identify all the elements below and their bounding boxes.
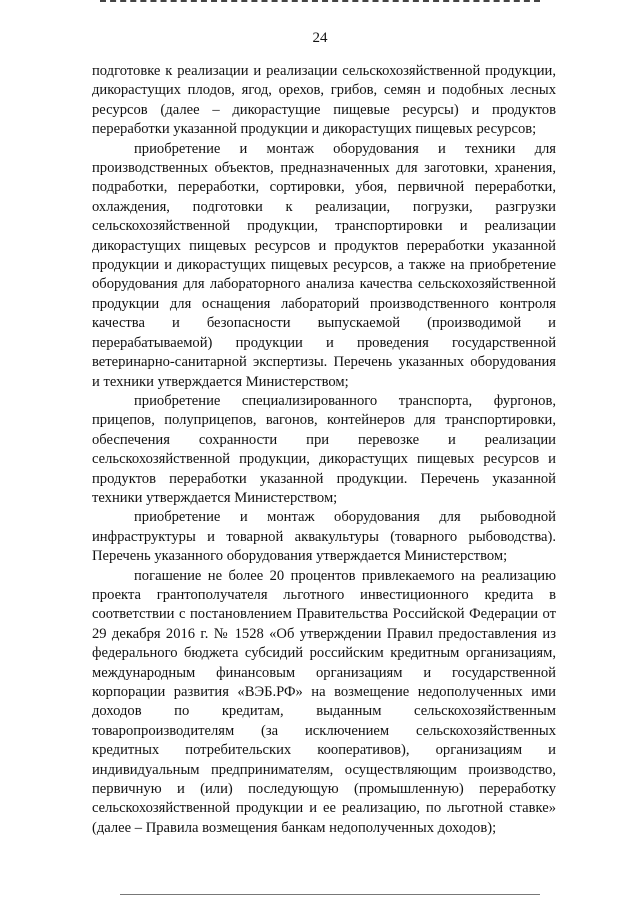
- paragraph-equipment-techniques: приобретение и монтаж оборудования и техники для производственных объектов, предназначенных для заготовки, хранения, подработки, переработки, сортировки, убоя, первичной переработки, охлаждения, подготовки к реализации, погрузки, разгрузки сельскохозяйственной продукции, транспортировки и реализации дикорастущих пищевых ресурсов и продуктов переработки указанной продукции и дикорастущих пищевых ресурсов, а также на приобретение оборудования для лабораторного анализа качества сельскохозяйственной продукции для оснащения лабораторий производственного контроля качества и безопасности выпускаемой (производимой и перерабатываемой) продукции и проведения государственной ветеринарно-санитарной экспертизы. Перечень указанных оборудования и техники утверждается Министерством;: [92, 140, 556, 390]
- paragraph-transport: приобретение специализированного транспорта, фургонов, прицепов, полуприцепов, вагонов, контейнеров для транспортировки, обеспечения сохранности при перевозке и реализации сельскохозяйственной продукции, дикорастущих пищевых ресурсов и продуктов переработки указанной продукции. Перечень указанной техники утверждается Министерством;: [92, 392, 556, 506]
- page-number: 24: [312, 30, 328, 46]
- document-body: [92, 62, 556, 838]
- paragraph-loan-repayment: погашение не более 20 процентов привлекаемого на реализацию проекта грантополучателя льготного инвестиционного кредита в соответствии с постановлением Правительства Российской Федерации от 29 декабря 2016 г. № 1528 «Об утверждении Правил предоставления из федерального бюджета субсидий российским кредитным организациям, международным финансовым организациям и государственной корпорации развития «ВЭБ.РФ» на возмещение недополученных ими доходов по кредитам, выданным сельскохозяйственным товаропроизводителям (за исключением сельскохозяйственных кредитных потребительских кооперативов), организациям и индивидуальным предпринимателям, осуществляющим производство, первичную и (или) последующую (промышленную) переработку сельскохозяйственной продукции и ее реализацию, по льготной ставке» (далее – Правила возмещения банкам недополученных доходов);: [92, 567, 556, 836]
- paragraph-fish-farming: приобретение и монтаж оборудования для рыбоводной инфраструктуры и товарной аквакультуры (товарного рыбоводства). Перечень указанного оборудования утверждается Министерством;: [92, 509, 556, 565]
- bottom-scan-rule: [120, 894, 540, 895]
- top-scan-rule: [100, 0, 540, 5]
- paragraph-continuation: подготовке к реализации и реализации сельскохозяйственной продукции, дикорастущих плодов, ягод, орехов, грибов, семян и подобных лесных ресурсов (далее – дикорастущие пищевые ресурсы) и продуктов переработки указанной продукции и дикорастущих пищевых ресурсов;: [92, 63, 556, 138]
